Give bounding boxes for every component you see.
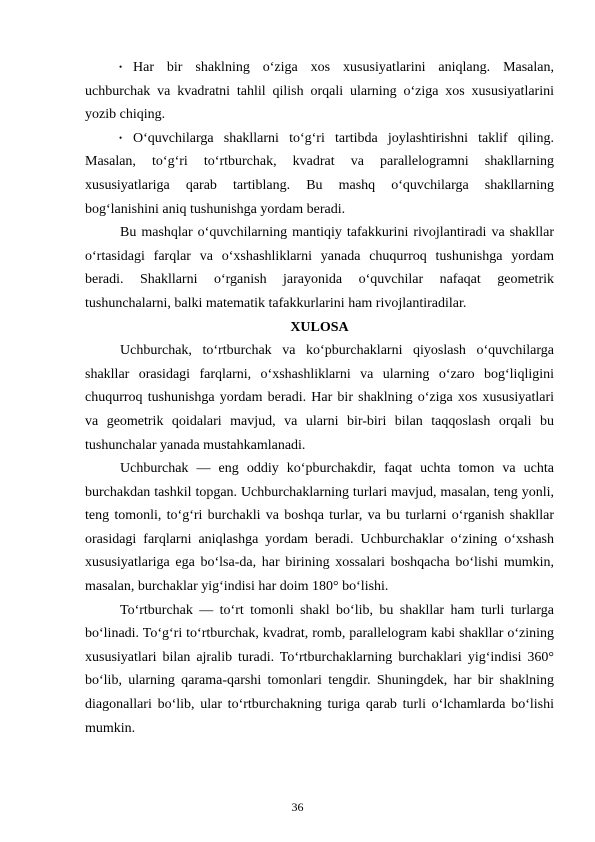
bullet-item xyxy=(85,56,554,127)
body-paragraph: To‘rtburchak — to‘rt tomonli shakl bo‘lib, bu shakllar ham turli turlarga bo‘linadi. To‘g‘ri to‘rtburchak, kvadrat, romb, parallelogram kabi shakllar o‘zining xususiyatlari bilan ajralib turadi. To‘rtburchaklarning burchaklari yig‘indisi 360° bo‘lib, ularning qarama-qarshi tomonlari tengdir. Shuningdek, har bir shaklning diagonallari bo‘lib, ular to‘rtburchakning turiga qarab turli o‘lchamlarda bo‘lishi mumkin. xyxy=(85,602,554,736)
bullet-item xyxy=(85,127,554,221)
intro-paragraph: Bu mashqlar o‘quvchilarning mantiqiy tafakkurini rivojlantiradi va shakllar o‘rtasidagi farqlar va o‘xshashliklarni yanada chuqurroq tushunishga yordam beradi. Shakllarni o‘rganish jarayonida o‘quvchilar nafaqat geometrik tushunchalarni, balki matematik tafakkurlarini ham rivojlantiradilar. xyxy=(85,225,554,311)
body-paragraph: Uchburchak — eng oddiy ko‘pburchakdir, faqat uchta tomon va uchta burchakdan tashkil topgan. Uchburchaklarning turlari mavjud, masalan, teng yonli, teng tomonli, to‘g‘ri burchakli va boshqa turlar, va bu turlarni o‘rganish shakllar orasidagi farqlarni aniqlashga yordam beradi. Uchburchaklar o‘zining o‘xshash xususiyatlariga ega bo‘lsa-da, har birining xossalari boshqacha bo‘lishi mumkin, masalan, burchaklar yig‘indisi har doim 180° bo‘lishi. xyxy=(85,461,554,595)
bullet-text: O‘quvchilarga shakllarni to‘g‘ri tartibda joylashtirishni taklif qiling. Masalan, to‘g‘ri to‘rtburchak, kvadrat va parallelogramni shakllarning xususiyatlariga qarab tartiblang. Bu mashq o‘quvchilarga shakllarning bog‘lanishini aniq tushunishga yordam beradi. xyxy=(85,130,554,217)
body-paragraph: Uchburchak, to‘rtburchak va ko‘pburchaklarni qiyoslash o‘quvchilarga shakllar orasidagi farqlarni, o‘xshashliklarni va ularning o‘zaro bog‘liqligini chuqurroq tushunishga yordam beradi. Har bir shaklning o‘ziga xos xususiyatlari va geometrik qoidalari mavjud, va ularni bir-biri bilan taqqoslash orqali bu tushunchalar yanada mustahkamlanadi. xyxy=(85,343,554,453)
bullet-marker: • xyxy=(119,132,123,143)
page-number: 36 xyxy=(291,800,304,814)
section-title: XULOSA xyxy=(290,319,349,335)
page-content xyxy=(85,56,554,740)
bullet-marker: • xyxy=(119,62,123,72)
bullet-text: Har bir shaklning o‘ziga xos xususiyatlarini aniqlang. Masalan, uchburchak va kvadratni tahlil qilish orqali ularning o‘ziga xos xususiyatlarini yozib chiqing. xyxy=(85,60,554,123)
